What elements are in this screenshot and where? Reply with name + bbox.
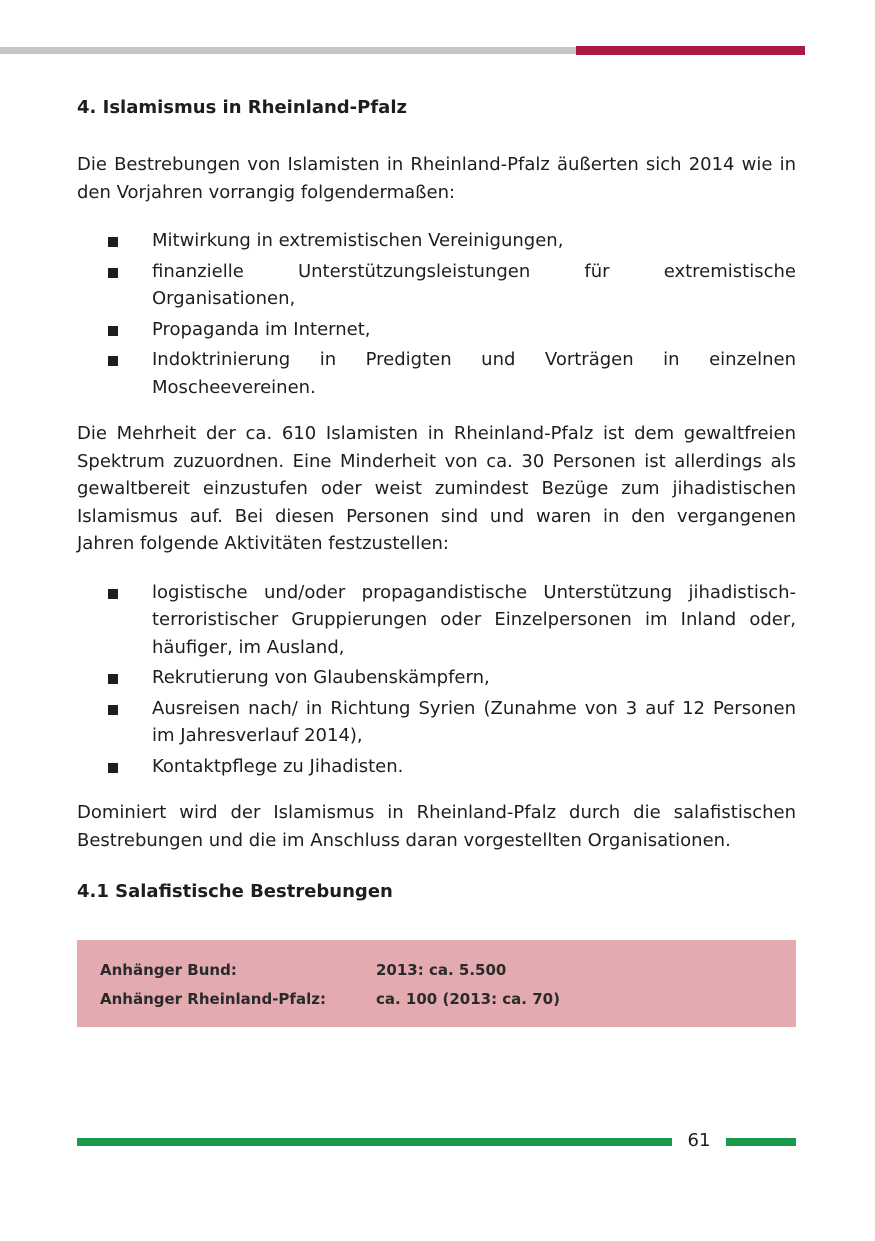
info-label: Anhänger Rheinland-Pfalz: (100, 990, 326, 1008)
body-paragraph-3: Dominiert wird der Islamismus in Rheinland-Pfalz durch die salafistischen Bestrebungen und die im Anschluss daran vorgestellten Organisationen. (77, 802, 796, 851)
list-item-text: Indoktrinierung in Predigten und Vorträgen in einzelnen Moscheevereinen. (152, 349, 796, 398)
header-rule-red (576, 46, 805, 55)
square-bullet-icon (108, 356, 118, 366)
list-item-text: Ausreisen nach/ in Richtung Syrien (Zunahme von 3 auf 12 Personen im Jahresverlauf 2014), (152, 697, 796, 746)
list-item (77, 695, 796, 750)
intro-paragraph: Die Bestrebungen von Islamisten in Rheinland-Pfalz äußerten sich 2014 wie in den Vorjahren vorrangig folgendermaßen: (77, 154, 796, 203)
info-label: Anhänger Bund: (100, 961, 237, 979)
info-row-state (100, 989, 560, 1009)
square-bullet-icon (108, 674, 118, 684)
section-title: 4. Islamismus in Rheinland-Pfalz (77, 97, 407, 118)
info-value: ca. 100 (2013: ca. 70) (376, 990, 560, 1008)
list-item-text: Mitwirkung in extremistischen Vereinigungen, (152, 230, 564, 251)
list-item (77, 316, 796, 344)
list-item-text: Propaganda im Internet, (152, 318, 371, 340)
body-paragraph-2: Die Mehrheit der ca. 610 Islamisten in Rheinland-Pfalz ist dem gewaltfreien Spektrum zuzuordnen. Eine Minderheit von ca. 30 Personen ist allerdings als gewaltbereit einzustufen oder weist zumindest Bezüge zum jihadistischen Islamismus auf. Bei diesen Personen sind und waren in den vergangenen Jahren folgende Aktivitäten festzustellen: (77, 423, 796, 554)
info-value: 2013: ca. 5.500 (376, 961, 507, 979)
list-item (77, 579, 796, 662)
square-bullet-icon (108, 589, 118, 599)
square-bullet-icon (108, 268, 118, 278)
bullet-list-violent-activities (77, 579, 796, 781)
bullet-list-activities (77, 227, 796, 401)
list-item (77, 753, 796, 781)
page-content (77, 90, 796, 1027)
header-rule-grey (0, 47, 576, 54)
list-item-text: Kontaktpflege zu Jihadisten. (152, 755, 404, 777)
list-item (77, 227, 796, 255)
page-number: 61 (687, 1130, 711, 1151)
footer-rule-right (726, 1138, 796, 1146)
square-bullet-icon (108, 763, 118, 773)
list-item (77, 258, 796, 313)
footer-rule-left (77, 1138, 672, 1146)
info-row-federal (100, 960, 506, 980)
list-item (77, 664, 796, 692)
list-item-text: finanzielle Unterstützungsleistungen für extremistische Organisationen, (152, 260, 796, 309)
square-bullet-icon (108, 705, 118, 715)
subsection-title: 4.1 Salafistische Bestrebungen (77, 881, 393, 902)
list-item (77, 346, 796, 401)
square-bullet-icon (108, 237, 118, 247)
supporters-info-box (77, 940, 796, 1027)
square-bullet-icon (108, 326, 118, 336)
list-item-text: logistische und/oder propagandistische Unterstützung jihadistisch-terroristischer Gruppierungen oder Einzelpersonen im Inland oder, häufiger, im Ausland, (152, 581, 796, 658)
list-item-text: Rekrutierung von Glaubenskämpfern, (152, 667, 490, 688)
